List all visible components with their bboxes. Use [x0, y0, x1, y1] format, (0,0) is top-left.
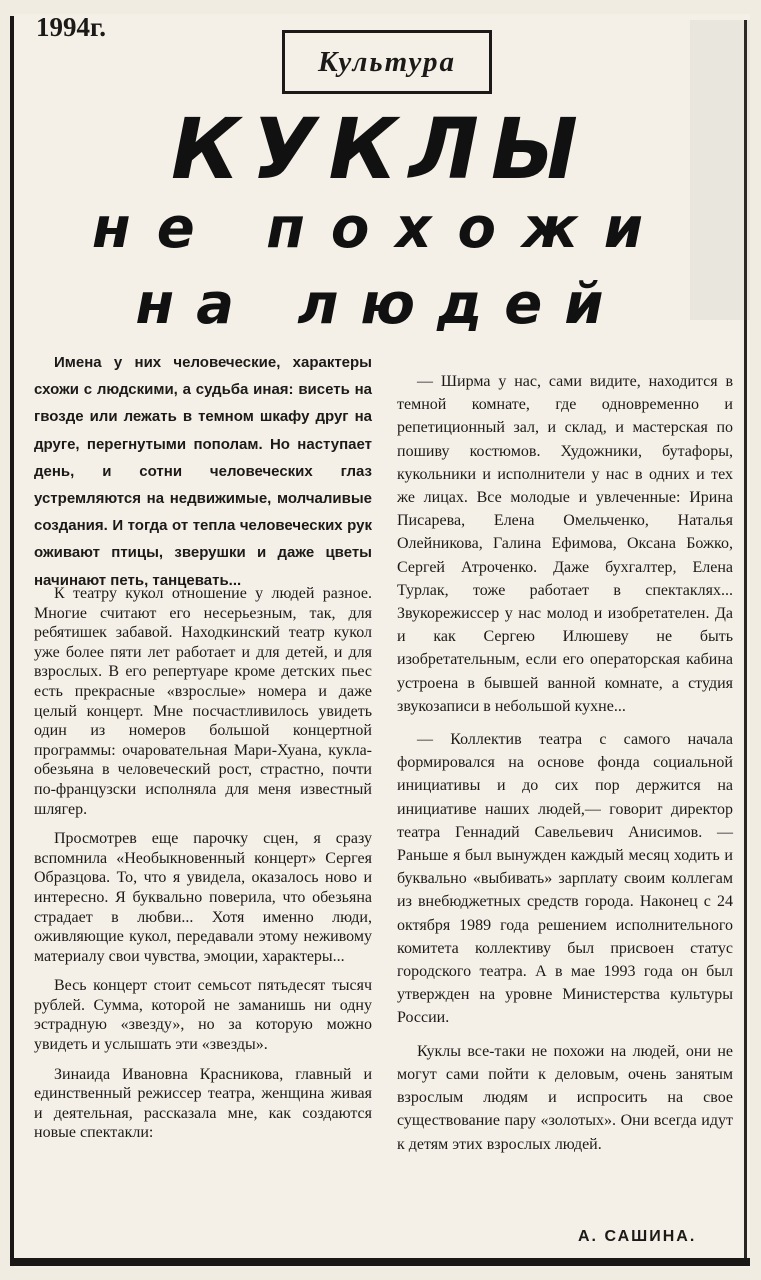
- right-column: [397, 370, 733, 1166]
- right-paragraph-2: — Коллектив театра с самого начала формировался на основе фонда социальной инициативы и до сих пор держится на инициативе наших людей,— говорит директор театра Геннадий Савельевич Анисимов. — Раньше я был вынужден каждый месяц ходить и буквально «выбивать» зарплату своим коллегам из внебюджетных средств города. Наконец с 24 октября 1989 года решением исполнительного комитета коллективу был присвоен статус городского театра. А в мае 1993 года он был утвержден на уровне Министерства культуры России.: [397, 731, 733, 1027]
- lead-text: Имена у них человеческие, характеры схожи с людскими, а судьба иная: висеть на гвозде или лежать в темном шкафу друг на друге, перегнутыми пополам. Но наступает день, и сотни человеческих глаз устремляются на недвижимые, молчаливые создания. И тогда от тепла человеческих рук оживают птицы, зверушки и даже цветы начинают петь, танцевать...: [34, 354, 372, 589]
- headline-line-3: на людей: [135, 272, 626, 337]
- bottom-rule: [10, 1258, 750, 1266]
- lead-paragraph: [34, 349, 372, 604]
- left-paragraph-1: К театру кукол отношение у людей разное. Многие считают его несерьезным, так, для ребятишек забавой. Находкинский театр кукол уже более пяти лет работает и для детей, и для взрослых. В его репертуаре кроме детских пьес есть прекрасные «взрослые» номера и даже целый концерт. Мне посчастливилось увидеть один из номеров большой концертной программы: очаровательная Мари-Хуана, кукла-обезьяна в человеческий рост, страстно, почти по-французски исполняла для меня известный шлягер.: [34, 585, 372, 818]
- author-signature: А. САШИНА.: [578, 1228, 697, 1245]
- left-paragraph-4: Зинаида Ивановна Красникова, главный и единственный режиссер театра, женщина живая и деятельная, рассказала мне, как создаются новые спектакли:: [34, 1065, 372, 1142]
- right-paragraph-1: — Ширма у нас, сами видите, находится в темной комнате, где одновременно и репетиционный зал, и склад, и мастерская по пошиву костюмов. Художники, бутафоры, кукольники и исполнители у нас в одних и тех же лицах. Все молодые и увлеченные: Ирина Писарева, Елена Омельченко, Наталья Олейникова, Галина Ефимова, Оксана Божко, Сергей Атроченко. Даже бухгалтер, Елена Турлак, тоже работает в спектаклях... Звукорежиссер у нас молод и изобретателен. Да и как Сергею Илюшеву не быть изобретательным, если его операторская кабина устроена в бывшей ванной комнате, а студия звукозаписи в небольшой кухне...: [397, 373, 733, 715]
- left-column: [34, 584, 372, 1153]
- left-paragraph-3: Весь концерт стоит семьсот пятьдесят тысяч рублей. Сумма, которой не заманишь ни одну эстрадную «звезду», но за которую можно увидеть и услышать эти «звезды».: [34, 977, 372, 1054]
- headline-line-2: не похожи: [92, 196, 669, 261]
- rubric-box: Культура: [282, 30, 492, 94]
- right-paragraph-3: Куклы все-таки не похожи на людей, они не могут сами пойти к деловым, очень занятым взрослым людям и испросить на свое существование пару «золотых». Они всегда идут к детям этих взрослых людей.: [397, 1042, 733, 1153]
- year-note: 1994г.: [36, 12, 106, 42]
- headline-line-1: КУКЛЫ: [171, 100, 590, 198]
- left-paragraph-2: Просмотрев еще парочку сцен, я сразу вспомнила «Необыкновенный концерт» Сергея Образцова. То, что я увидела, оказалось ново и интересно. Я буквально поверила, что обезьяна страдает в любви... Хотя именно люди, оживляющие кукол, передавали этому неживому материалу свои чувства, эмоции, характеры...: [34, 830, 372, 965]
